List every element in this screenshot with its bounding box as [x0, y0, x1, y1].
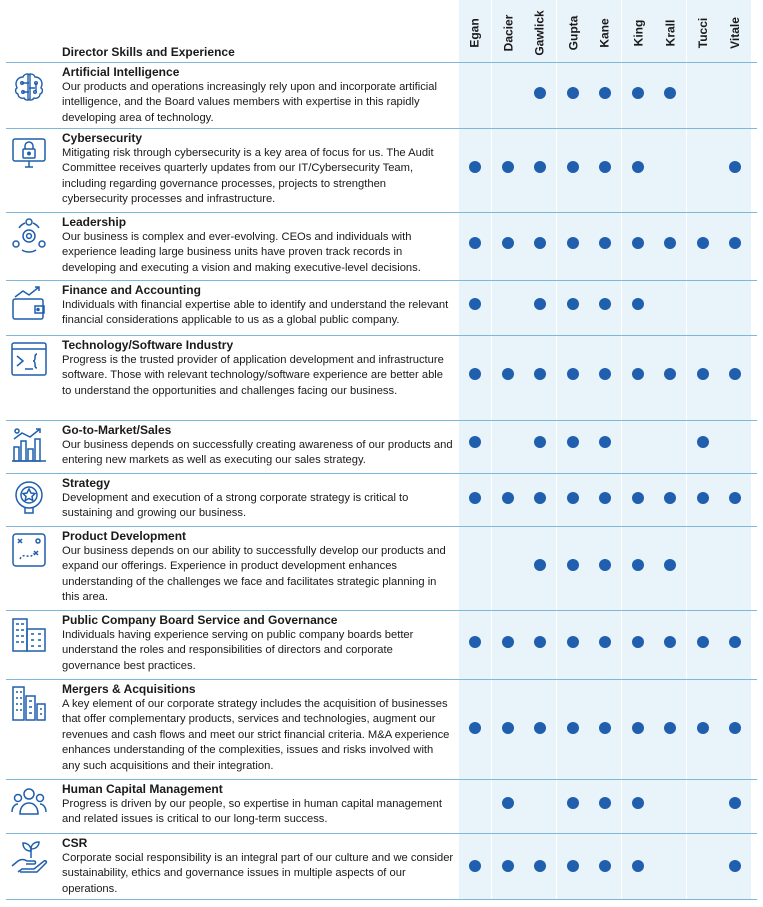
skill-dot-kane: [599, 860, 611, 872]
buildings-merge-icon: [10, 684, 48, 722]
skill-dot-gawlick: [534, 87, 546, 99]
building-board-icon: [10, 615, 48, 653]
skill-dot-king: [632, 860, 644, 872]
skill-description: Our business depends on successfully creating awareness of our products and entering new markets as well as executing our sales strategy.: [62, 439, 453, 467]
skill-description: Mitigating risk through cybersecurity is a key area of focus for us. The Audit Committee receives quarterly updates from our IT/Cybersecurity Team, including regarding governance processes, projects to strengthen cybersecurity processes and infrastructure.: [62, 147, 434, 206]
strategy-target-icon: [10, 478, 48, 516]
skill-title: Technology/Software Industry: [62, 338, 234, 352]
skill-dot-dacier: [502, 797, 514, 809]
skill-dot-egan: [469, 492, 481, 504]
ai-brain-icon: [10, 67, 48, 105]
people-group-icon: [10, 784, 48, 822]
skill-dot-vitale: [729, 237, 741, 249]
skill-dot-kane: [599, 368, 611, 380]
skill-dot-tucci: [697, 237, 709, 249]
skill-dot-gawlick: [534, 436, 546, 448]
skill-dot-gupta: [567, 492, 579, 504]
skill-title: Product Development: [62, 529, 187, 543]
market-bars-icon: [10, 425, 48, 463]
skill-dot-dacier: [502, 860, 514, 872]
director-name-label: Dacier: [501, 14, 516, 52]
director-name-label: King: [630, 19, 645, 47]
skill-row: [6, 280, 757, 335]
skill-row: [6, 128, 757, 212]
skill-dot-gupta: [567, 368, 579, 380]
skill-dot-egan: [469, 368, 481, 380]
director-name-vitale: [719, 8, 751, 58]
skill-dot-dacier: [502, 636, 514, 648]
skill-text: [62, 215, 454, 276]
skill-dot-gupta: [567, 636, 579, 648]
skill-description: Development and execution of a strong corporate strategy is critical to sustaining and growing our business.: [62, 492, 409, 520]
skill-row: [6, 335, 757, 420]
skill-text: [62, 338, 454, 399]
skill-description: A key element of our corporate strategy includes the acquisition of businesses that offer complementary products, services and technologies, augment our revenues and cash flows and meet our strict financial criteria. M&A experience enhances understanding of the complexities, issues and risks involved with any such acquisitions and their integration.: [62, 698, 450, 772]
skill-title: Finance and Accounting: [62, 283, 201, 297]
skill-description: Corporate social responsibility is an integral part of our culture and we consider sustainability, ethics and governance issues in multiple aspects of our operations.: [62, 852, 454, 895]
skill-title: Public Company Board Service and Governance: [62, 613, 338, 627]
skill-dot-king: [632, 636, 644, 648]
skill-dot-tucci: [697, 368, 709, 380]
skill-dot-krall: [664, 87, 676, 99]
skill-dot-dacier: [502, 722, 514, 734]
skill-dot-king: [632, 87, 644, 99]
skill-dot-king: [632, 492, 644, 504]
skill-text: [62, 682, 454, 774]
skill-dot-gupta: [567, 722, 579, 734]
skill-dot-egan: [469, 722, 481, 734]
skill-dot-gupta: [567, 161, 579, 173]
skill-description: Progress is the trusted provider of application development and infrastructure software. Those with relevant technology/software experience are better able to understand the opportunities and challenges facing our business.: [62, 354, 444, 397]
skill-row: [6, 473, 757, 526]
skill-dot-kane: [599, 87, 611, 99]
skill-dot-egan: [469, 161, 481, 173]
skill-title: Strategy: [62, 476, 111, 490]
skill-dot-gupta: [567, 87, 579, 99]
skill-dot-krall: [664, 492, 676, 504]
skill-dot-king: [632, 559, 644, 571]
skill-row: [6, 610, 757, 679]
product-plan-icon: [10, 531, 48, 569]
skill-description: Our products and operations increasingly rely upon and incorporate artificial intelligence, and the Board values members with expertise in this rapidly developing area of technology.: [62, 81, 437, 124]
skill-row: [6, 212, 757, 280]
skill-dot-vitale: [729, 722, 741, 734]
skill-dot-egan: [469, 298, 481, 310]
skill-description: Our business is complex and ever-evolving. CEOs and individuals with experience leading large business units have proven track records in developing and executing a vision and making executive-level decisions.: [62, 231, 421, 274]
skill-dot-gupta: [567, 860, 579, 872]
skill-dot-krall: [664, 636, 676, 648]
skill-dot-dacier: [502, 161, 514, 173]
skill-dot-krall: [664, 368, 676, 380]
skill-title: Leadership: [62, 215, 127, 229]
skill-row: [6, 62, 757, 128]
director-name-label: Krall: [663, 19, 677, 47]
skill-dot-dacier: [502, 368, 514, 380]
skill-dot-gupta: [567, 298, 579, 310]
skill-row: [6, 679, 757, 779]
skill-title: Artificial Intelligence: [62, 65, 180, 79]
skill-dot-vitale: [729, 161, 741, 173]
skill-row: [6, 420, 757, 473]
skill-dot-gawlick: [534, 298, 546, 310]
skill-dot-dacier: [502, 237, 514, 249]
wallet-chart-icon: [10, 285, 48, 323]
skill-dot-gawlick: [534, 636, 546, 648]
skill-dot-kane: [599, 161, 611, 173]
skill-dot-king: [632, 237, 644, 249]
skill-dot-kane: [599, 636, 611, 648]
skill-description: Individuals with financial expertise able to identify and understand the relevant financial considerations applicable to us as a global public company.: [62, 299, 449, 327]
skill-title: Mergers & Acquisitions: [62, 682, 196, 696]
skill-dot-king: [632, 161, 644, 173]
skill-title: CSR: [62, 836, 88, 850]
skill-dot-gawlick: [534, 368, 546, 380]
skill-dot-tucci: [697, 636, 709, 648]
skill-dot-gawlick: [534, 559, 546, 571]
skill-dot-dacier: [502, 492, 514, 504]
skill-dot-tucci: [697, 492, 709, 504]
skill-dot-egan: [469, 860, 481, 872]
header-title: Director Skills and Experience: [62, 45, 235, 59]
director-name-label: Gupta: [566, 15, 581, 51]
skill-dot-kane: [599, 722, 611, 734]
skill-text: [62, 782, 454, 828]
skill-dot-king: [632, 368, 644, 380]
director-name-egan: [459, 8, 491, 58]
director-name-krall: [654, 8, 686, 58]
lock-monitor-icon: [10, 133, 48, 171]
leadership-network-icon: [10, 217, 48, 255]
skill-text: [62, 613, 454, 674]
skill-dot-tucci: [697, 722, 709, 734]
skill-text: [62, 131, 454, 208]
skill-dot-gawlick: [534, 722, 546, 734]
skill-dot-gawlick: [534, 237, 546, 249]
director-name-label: Gawlick: [533, 10, 548, 56]
header-row: [0, 0, 763, 60]
skill-description: Individuals having experience serving on public company boards better understand the roles and responsibilities of directors and corporate governance best practices.: [62, 629, 414, 672]
skill-dot-krall: [664, 237, 676, 249]
skill-dot-gupta: [567, 237, 579, 249]
director-name-label: Tucci: [695, 17, 710, 49]
skill-title: Cybersecurity: [62, 131, 143, 145]
skill-dot-gawlick: [534, 492, 546, 504]
skill-dot-tucci: [697, 436, 709, 448]
skill-dot-kane: [599, 559, 611, 571]
director-name-label: Egan: [468, 18, 482, 48]
director-name-gupta: [557, 8, 589, 58]
skill-dot-gupta: [567, 797, 579, 809]
skill-dot-kane: [599, 298, 611, 310]
skill-text: [62, 65, 454, 126]
skill-dot-krall: [664, 722, 676, 734]
skill-dot-kane: [599, 436, 611, 448]
skill-title: Human Capital Management: [62, 782, 223, 796]
director-name-gawlick: [524, 8, 556, 58]
director-name-kane: [589, 8, 621, 58]
skill-dot-king: [632, 797, 644, 809]
skill-dot-vitale: [729, 797, 741, 809]
skill-dot-king: [632, 298, 644, 310]
skill-dot-gupta: [567, 436, 579, 448]
skill-text: [62, 423, 454, 469]
director-name-tucci: [687, 8, 719, 58]
director-name-label: Vitale: [728, 17, 742, 49]
director-name-king: [622, 8, 654, 58]
skill-dot-king: [632, 722, 644, 734]
skill-dot-egan: [469, 237, 481, 249]
skill-dot-gawlick: [534, 161, 546, 173]
skill-dot-gawlick: [534, 860, 546, 872]
skill-row: [6, 779, 757, 833]
skill-title: Go-to-Market/Sales: [62, 423, 172, 437]
skill-text: [62, 283, 454, 329]
director-name-dacier: [492, 8, 524, 58]
skill-dot-vitale: [729, 636, 741, 648]
director-name-label: Kane: [598, 18, 612, 48]
skill-dot-kane: [599, 237, 611, 249]
skill-dot-krall: [664, 559, 676, 571]
skill-text: [62, 836, 454, 897]
code-terminal-icon: [10, 340, 48, 378]
skill-description: Our business depends on our ability to successfully develop our products and expand our offerings. Experience in product development enhances understanding of the challenges we face and facilitates strategic planning in this area.: [62, 545, 446, 604]
skill-row: [6, 526, 757, 610]
skill-text: [62, 529, 454, 606]
skill-dot-kane: [599, 797, 611, 809]
skill-dot-vitale: [729, 368, 741, 380]
skill-dot-kane: [599, 492, 611, 504]
skill-dot-gupta: [567, 559, 579, 571]
skill-dot-vitale: [729, 492, 741, 504]
skill-dot-egan: [469, 436, 481, 448]
skill-row: [6, 833, 757, 900]
skill-description: Progress is driven by our people, so expertise in human capital management and related issues is critical to our long-term success.: [62, 798, 442, 826]
skill-dot-egan: [469, 636, 481, 648]
skill-text: [62, 476, 454, 522]
skill-dot-vitale: [729, 860, 741, 872]
hand-sprout-icon: [10, 838, 48, 876]
